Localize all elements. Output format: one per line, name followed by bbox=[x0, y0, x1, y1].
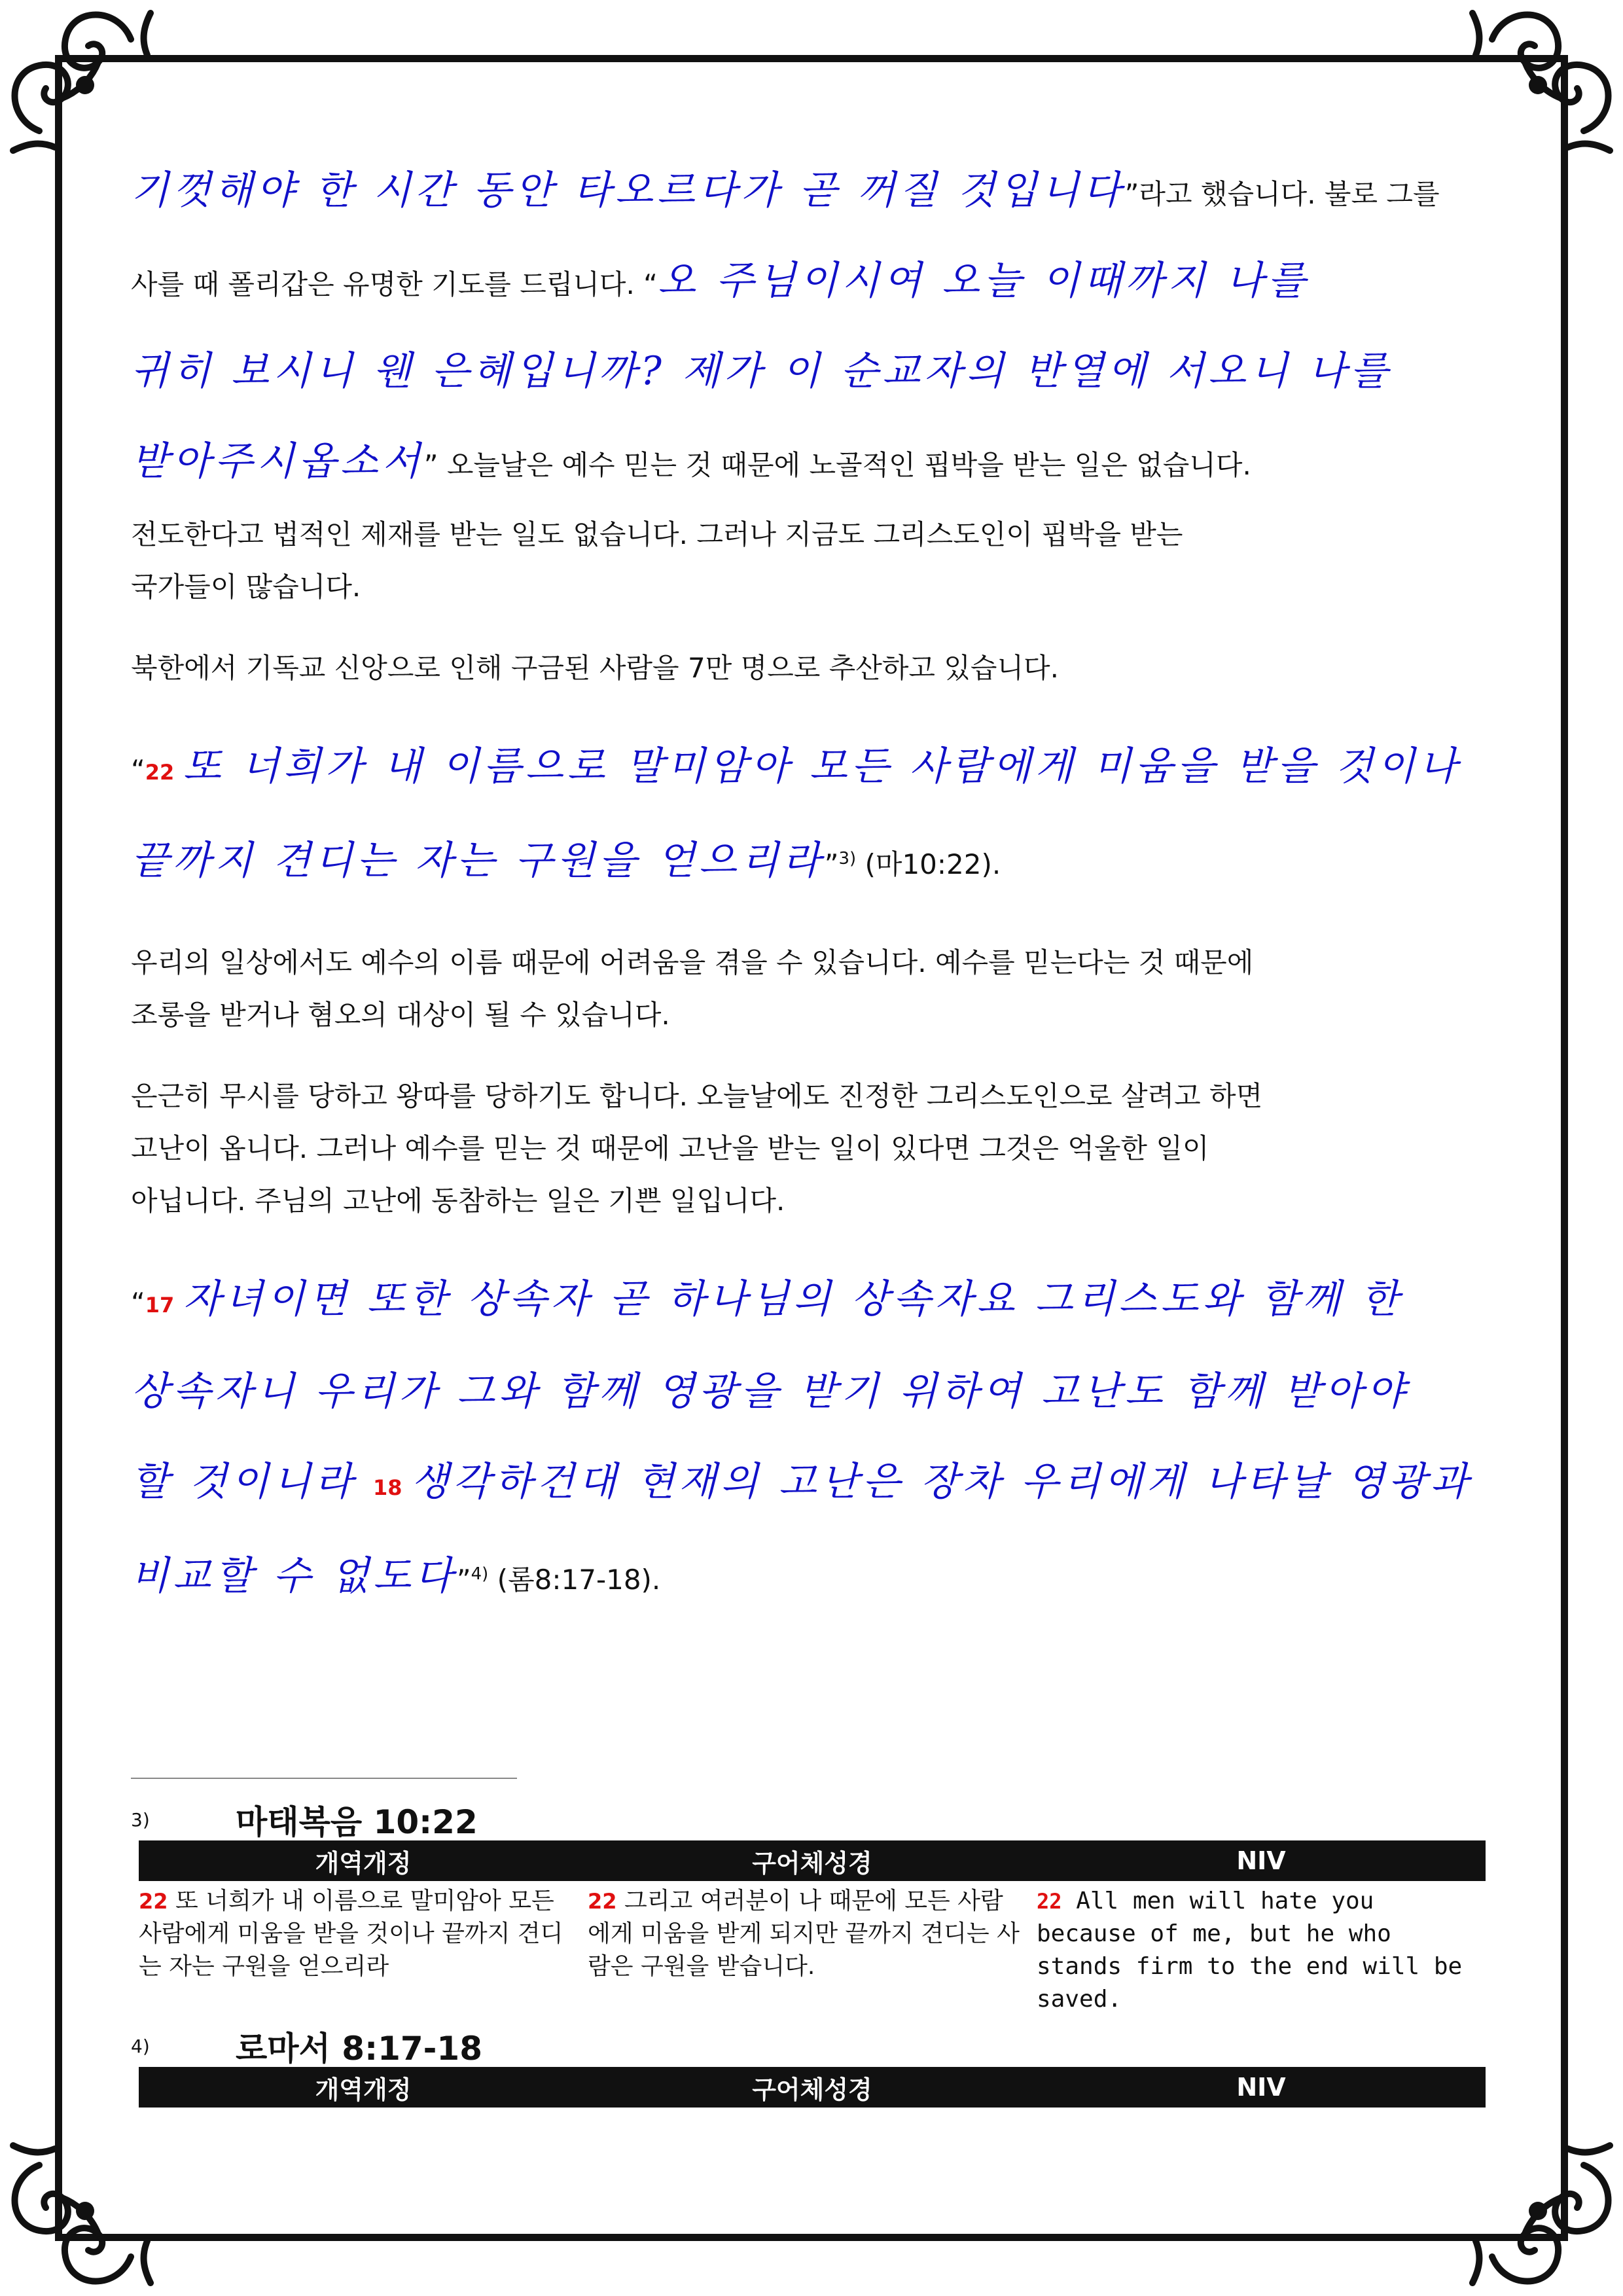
footnote-title: 로마서 8:17-18 bbox=[236, 2030, 483, 2068]
paragraph-line: 고난이 옵니다. 그러나 예수를 믿는 것 때문에 고난을 받는 일이 있다면 그것은 억울한 일이 bbox=[131, 1132, 1209, 1164]
verse-number: 22 bbox=[1037, 1889, 1062, 1914]
corner-ornament-icon bbox=[1453, 0, 1623, 170]
table-cell: 22 All men will hate you because of me, but he who stands firm to the end will be saved. bbox=[1037, 1888, 1463, 2013]
scripture-quote: 오 주님이시여 오늘 이때까지 나를 bbox=[657, 258, 1310, 304]
corner-ornament-icon bbox=[0, 0, 170, 170]
footnote-ref[interactable]: 4) bbox=[471, 1564, 489, 1584]
corner-ornament-icon bbox=[0, 2126, 170, 2296]
column-header: NIV bbox=[1236, 1846, 1286, 1875]
paragraph-line: 우리의 일상에서도 예수의 이름 때문에 어려움을 겪을 수 있습니다. 예수를 믿는다는 것 때문에 bbox=[131, 946, 1254, 978]
translation-table-row bbox=[139, 1881, 1486, 2016]
quote-line bbox=[131, 1348, 1492, 1439]
bible-reference: (롬8:17-18). bbox=[488, 1564, 661, 1596]
sermon-body bbox=[131, 147, 1492, 1623]
paragraph-line: 은근히 무시를 당하고 왕따를 당하기도 합니다. 오늘날에도 진정한 그리스도인으로 살려고 하면 bbox=[131, 1080, 1263, 1112]
paragraph-line bbox=[131, 418, 1492, 509]
paragraph-line: 조롱을 받거나 혐오의 대상이 될 수 있습니다. bbox=[131, 999, 670, 1031]
table-cell: 22 또 너희가 내 이름으로 말미암아 모든 사람에게 미움을 받을 것이나 끝까지 견디는 자는 구원을 얻으리라 bbox=[139, 1888, 563, 1980]
translation-table-header bbox=[139, 1840, 1486, 1881]
footnote-number: 3) bbox=[131, 1808, 150, 1831]
quote-line: “17 자녀이면 또한 상속자 곧 하나님의 상속자요 그리스도와 함께 한 bbox=[131, 1276, 1403, 1322]
verse-number: 22 bbox=[145, 760, 175, 785]
translation-table-header bbox=[139, 2067, 1486, 2108]
footnote-number: 4) bbox=[131, 2035, 150, 2057]
verse-number: 18 bbox=[372, 1475, 402, 1500]
body-text: ” 오늘날은 예수 믿는 것 때문에 노골적인 핍박을 받는 일은 없습니다. bbox=[423, 449, 1251, 481]
paragraph-line bbox=[131, 238, 1492, 328]
scripture-quote: 받아주시옵소서 bbox=[131, 439, 424, 484]
footnote-title: 마태복음 10:22 bbox=[236, 1803, 478, 1841]
scripture-quote: 귀히 보시니 웬 은혜입니까? 제가 이 순교자의 반열에 서오니 나를 bbox=[131, 348, 1392, 394]
scripture-quote: 기껏해야 한 시간 동안 타오르다가 곧 꺼질 것입니다 bbox=[131, 168, 1125, 213]
body-text: ”라고 했습니다. 불로 그를 bbox=[1124, 178, 1440, 210]
scripture-quote: 상속자니 우리가 그와 함께 영광을 받기 위하여 고난도 함께 받아야 bbox=[131, 1369, 1409, 1414]
footnote-ref[interactable]: 3) bbox=[838, 849, 857, 869]
paragraph-line bbox=[131, 147, 1492, 238]
paragraph-line: 아닙니다. 주님의 고난에 동참하는 일은 기쁜 일입니다. bbox=[131, 1185, 785, 1217]
footnotes-section bbox=[131, 1778, 1486, 2108]
scripture-quote: 생각하건대 현재의 고난은 장차 우리에게 나타날 영광과 bbox=[410, 1459, 1472, 1505]
scripture-quote: 비교할 수 없도다 bbox=[131, 1553, 457, 1599]
table-cell: 22 그리고 여러분이 나 때문에 모든 사람에게 미움을 받게 되지만 끝까지 견디는 사람은 구원을 받습니다. bbox=[588, 1888, 1020, 1980]
verse-number: 17 bbox=[145, 1293, 175, 1318]
scripture-quote: 할 것이니라 bbox=[131, 1459, 373, 1505]
column-header: NIV bbox=[1236, 2073, 1286, 2102]
column-header: 개역개정 bbox=[315, 2075, 412, 2104]
quote-line: 비교할 수 없도다”$^{4)}$ (롬8:17-18). bbox=[131, 1553, 661, 1599]
corner-ornament-icon bbox=[1453, 2126, 1623, 2296]
scripture-quote: 또 너희가 내 이름으로 말미암아 모든 사람에게 미움을 받을 것이나 bbox=[183, 744, 1461, 789]
footnote-header bbox=[131, 1799, 1486, 1840]
body-text: 사를 때 폴리갑은 유명한 기도를 드립니다. “ bbox=[131, 268, 658, 300]
paragraph-line bbox=[131, 328, 1492, 418]
verse-number: 22 bbox=[139, 1889, 168, 1914]
footnote-divider bbox=[131, 1778, 517, 1779]
verse-number: 22 bbox=[588, 1889, 617, 1914]
quote-line: “22 또 너희가 내 이름으로 말미암아 모든 사람에게 미움을 받을 것이나 bbox=[131, 744, 1461, 789]
column-header: 구어체성경 bbox=[752, 1848, 872, 1878]
scripture-quote: 끝까지 견디는 자는 구원을 얻으리라 bbox=[131, 838, 825, 884]
paragraph-line: 국가들이 많습니다. bbox=[131, 571, 361, 603]
column-header: 개역개정 bbox=[315, 1848, 412, 1878]
quote-line bbox=[131, 1439, 1492, 1531]
paragraph-line: 북한에서 기독교 신앙으로 인해 구금된 사람을 7만 명으로 추산하고 있습니다. bbox=[131, 652, 1059, 684]
footnote-header bbox=[131, 2025, 1486, 2067]
scripture-quote: 자녀이면 또한 상속자 곧 하나님의 상속자요 그리스도와 함께 한 bbox=[183, 1276, 1403, 1322]
paragraph-line: 전도한다고 법적인 제재를 받는 일도 없습니다. 그러나 지금도 그리스도인이 핍박을 받는 bbox=[131, 518, 1183, 550]
column-header: 구어체성경 bbox=[752, 2075, 872, 2104]
quote-line: 끝까지 견디는 자는 구원을 얻으리라”$^{3)}$ (마10:22). bbox=[131, 838, 1001, 884]
bible-reference: (마10:22). bbox=[856, 848, 1001, 880]
